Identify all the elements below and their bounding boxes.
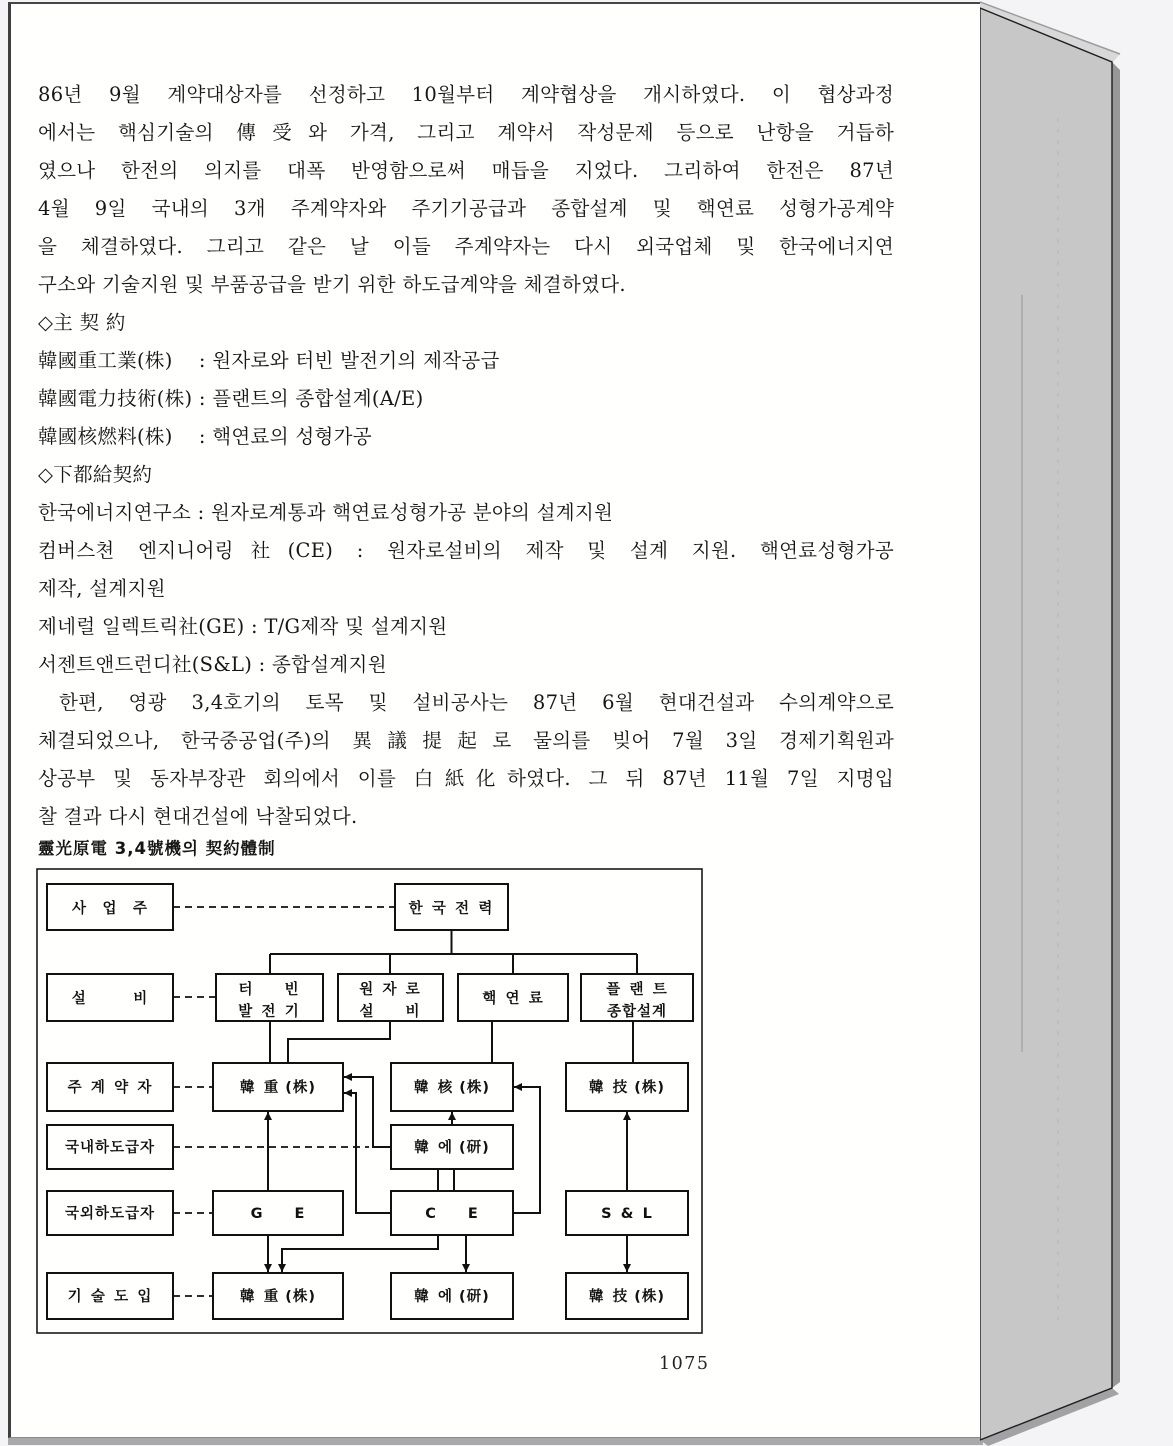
- arrow-ce-to-hanhaek: [513, 1087, 540, 1213]
- page-bottom-shadow: [8, 1438, 983, 1445]
- box-label: 설 비: [71, 991, 149, 1007]
- page-number: 1075: [659, 1354, 710, 1374]
- text-line: 에서는 핵심기술의 傳受와 가격, 그리고 계약서 작성문제 등으로 난항을 거듭하: [38, 121, 894, 144]
- text-line: 체결되었으나, 한국중공업(주)의 異議提起로 물의를 빚어 7월 3일 경제기획원과: [38, 729, 894, 752]
- box-label: 플 랜 트: [606, 982, 668, 998]
- text-line: 찰 결과 다시 현대건설에 낙찰되었다.: [38, 805, 358, 828]
- box-label: 터 빈: [238, 982, 300, 998]
- box-label: 韓 技 (株): [588, 1289, 666, 1305]
- box-label: 韓 重 (株): [239, 1080, 317, 1096]
- connector-line: [288, 1021, 390, 1063]
- box-label: 사 업 주: [71, 901, 149, 917]
- sub-contract-heading: ◇下都給契約: [38, 463, 153, 486]
- sub-contract-item: 제작, 설계지원: [38, 577, 166, 600]
- main-contract-heading: ◇主 契 約: [38, 311, 126, 334]
- box-label: 원 자 로: [359, 982, 421, 998]
- arrow-hanae-to-hanjung: [344, 1077, 391, 1147]
- box-label: 韓 에 (研): [414, 1140, 490, 1156]
- box-label: 발 전 기: [238, 1004, 300, 1020]
- body-text: [38, 76, 894, 836]
- main-contract-item: 韓國電力技術(株) : 플랜트의 종합설계(A/E): [38, 387, 424, 410]
- box-label: 핵 연 료: [482, 991, 544, 1007]
- box-label: 주 계 약 자: [67, 1080, 153, 1096]
- main-contract-item: 韓國核燃料(株) : 핵연료의 성형가공: [38, 425, 372, 448]
- figure-caption: 靈光原電 3,4號機의 契約體制: [38, 839, 276, 858]
- page-edge-side: [980, 8, 1112, 1440]
- book-page-edge: [980, 0, 1173, 1446]
- arrow-ce-to-hanjung2: [282, 1235, 438, 1272]
- box-label: 설 비: [359, 1004, 421, 1020]
- box-label: 한 국 전 력: [408, 901, 494, 917]
- sub-contract-item: 한국에너지연구소 : 원자로계통과 핵연료성형가공 분야의 설계지원: [38, 501, 614, 524]
- text-line: 을 체결하였다. 그리고 같은 날 이들 주계약자는 다시 외국업체 및 한국에너지연: [38, 235, 894, 258]
- box-label: 국내하도급자: [64, 1140, 156, 1156]
- scanned-book-page: [8, 2, 980, 1438]
- box-label: C E: [425, 1206, 479, 1222]
- box-label: 韓 에 (研): [414, 1289, 490, 1305]
- box-label: 국외하도급자: [64, 1206, 156, 1222]
- text-line: 였으나 한전의 의지를 대폭 반영함으로써 매듭을 지었다. 그리하여 한전은 87년: [38, 159, 894, 182]
- box-label: S & L: [601, 1206, 653, 1222]
- sub-contract-item: 제네럴 일렉트릭社(GE) : T/G제작 및 설계지원: [38, 615, 448, 638]
- arrow-ce-to-hanjung: [344, 1093, 391, 1213]
- text-line: 구소와 기술지원 및 부품공급을 받기 위한 하도급계약을 체결하였다.: [38, 273, 626, 296]
- text-line: 4월 9일 국내의 3개 주계약자와 주기기공급과 종합설계 및 핵연료 성형가공계약: [38, 197, 894, 220]
- sub-contract-item: 서젠트앤드런디社(S&L) : 종합설계지원: [38, 653, 387, 676]
- contract-structure-figure: [36, 868, 703, 1335]
- box-label: 종합설계: [606, 1004, 668, 1020]
- box-label: G E: [250, 1206, 306, 1222]
- text-line: 86년 9월 계약대상자를 선정하고 10월부터 계약협상을 개시하였다. 이 협상과정: [38, 83, 894, 106]
- box-label: 韓 技 (株): [588, 1080, 666, 1096]
- sub-contract-item: 컴버스쳔 엔지니어링社(CE) : 원자로설비의 제작 및 설계 지원. 핵연료성형가공: [38, 539, 894, 562]
- box-label: 韓 核 (株): [413, 1080, 491, 1096]
- box-label: 韓 重 (株): [239, 1289, 317, 1305]
- text-line: 한편, 영광 3,4호기의 토목 및 설비공사는 87년 6월 현대건설과 수의계약으로: [59, 691, 894, 714]
- page-edge-right-shadow: [1112, 62, 1120, 1388]
- box-label: 기 술 도 입: [67, 1289, 153, 1305]
- text-line: 상공부 및 동자부장관 회의에서 이를 白紙化하였다. 그 뒤 87년 11월 7일 지명입: [38, 767, 894, 790]
- main-contract-item: 韓國重工業(株) : 원자로와 터빈 발전기의 제작공급: [38, 349, 500, 372]
